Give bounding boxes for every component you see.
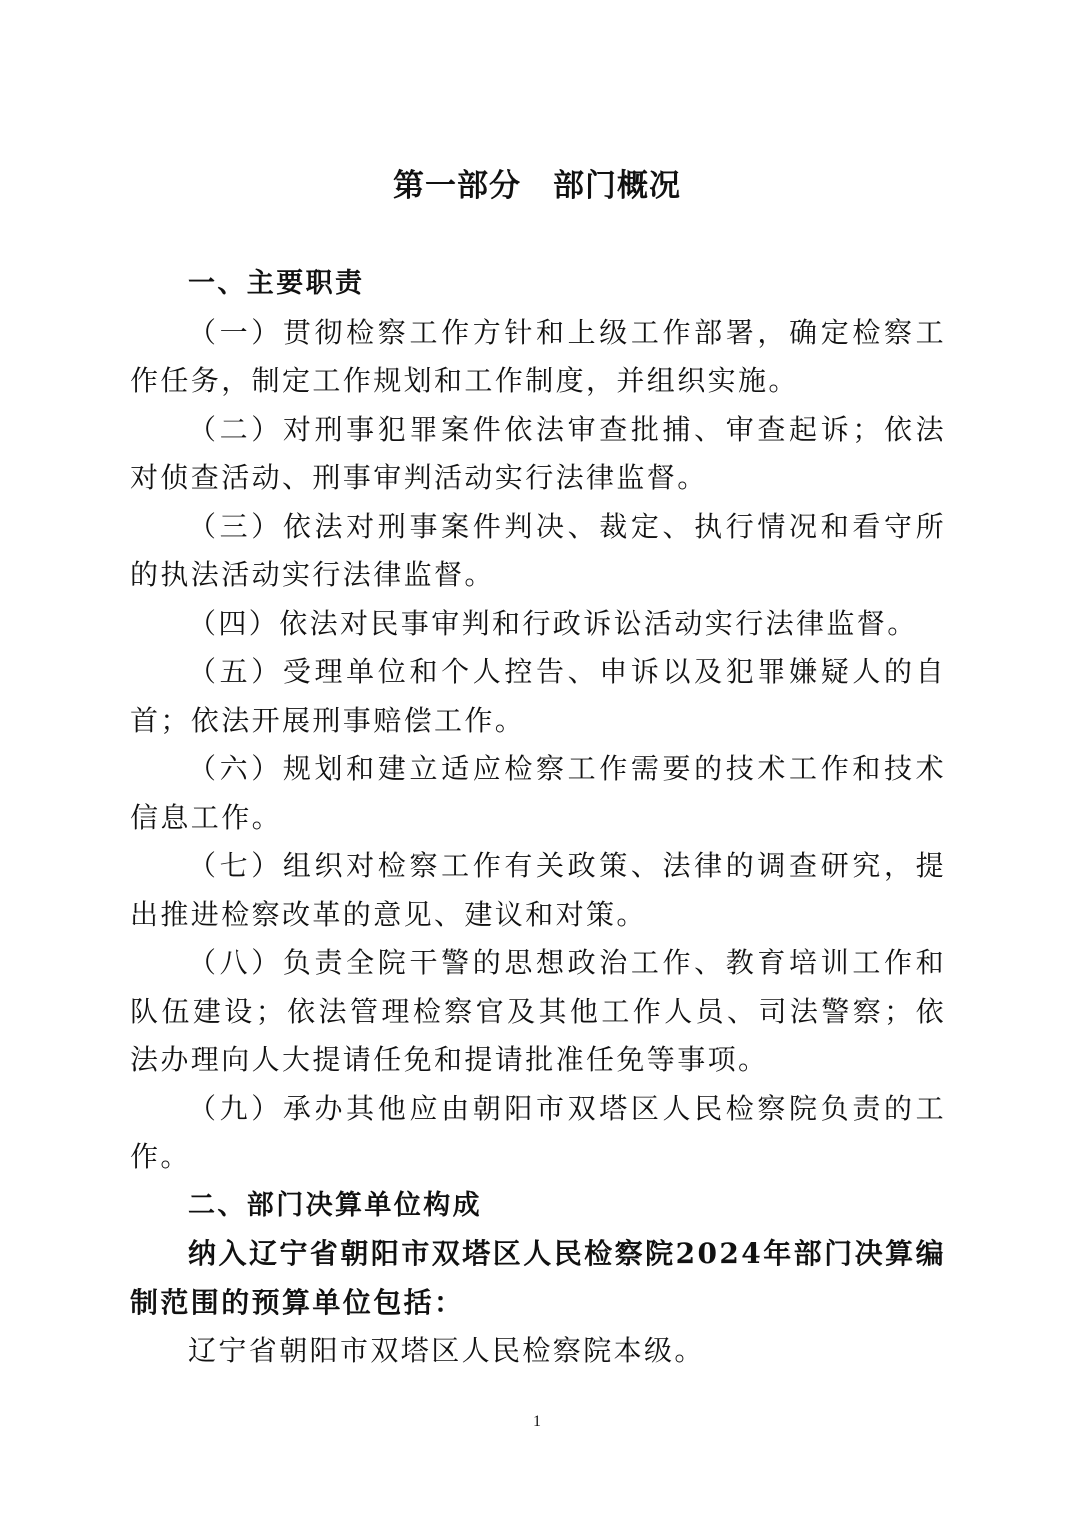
duty-item-3: （三）依法对刑事案件判决、裁定、执行情况和看守所的执法活动实行法律监督。: [130, 509, 946, 591]
duty-item-5: （五）受理单位和个人控告、申诉以及犯罪嫌疑人的自首；依法开展刑事赔偿工作。: [130, 655, 946, 737]
duty-item-4: （四）依法对民事审判和行政诉讼活动实行法律监督。: [188, 606, 918, 640]
section-heading-main-duties: 一、主要职责: [188, 268, 365, 299]
page-title: 第一部分 部门概况: [393, 168, 681, 204]
duty-item-6: （六）规划和建立适应检察工作需要的技术工作和技术信息工作。: [130, 752, 946, 834]
unit-item-1: 辽宁省朝阳市双塔区人民检察院本级。: [188, 1334, 705, 1367]
duty-item-7: （七）组织对检察工作有关政策、法律的调查研究，提出推进检察改革的意见、建议和对策。: [130, 849, 946, 931]
duty-item-8: （八）负责全院干警的思想政治工作、教育培训工作和队伍建设；依法管理检察官及其他工作人员、司法警察；依法办理向人大提请任免和提请批准任免等事项。: [130, 946, 946, 1076]
duty-item-1: （一）贯彻检察工作方针和上级工作部署，确定检察工作任务，制定工作规划和工作制度，并组织实施。: [130, 315, 946, 397]
document-body: [130, 260, 946, 1376]
duty-item-9: （九）承办其他应由朝阳市双塔区人民检察院负责的工作。: [130, 1091, 946, 1173]
page-number: 1: [533, 1413, 541, 1430]
unit-composition-lead: 纳入辽宁省朝阳市双塔区人民检察院2024年部门决算编制范围的预算单位包括：: [130, 1237, 946, 1319]
section-heading-unit-composition: 二、部门决算单位构成: [188, 1189, 482, 1221]
duty-item-2: （二）对刑事犯罪案件依法审查批捕、审查起诉；依法对侦查活动、刑事审判活动实行法律监督。: [130, 412, 946, 494]
